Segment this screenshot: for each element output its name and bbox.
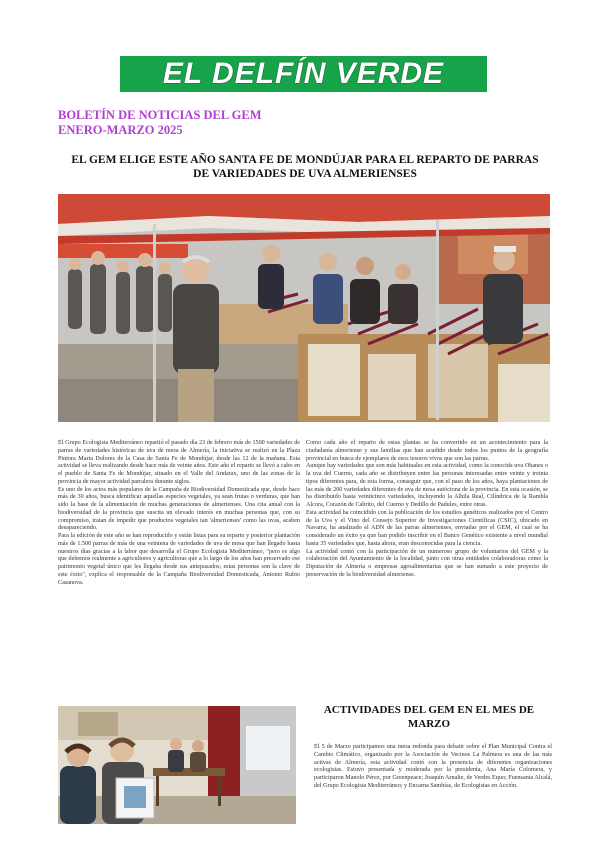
masthead-title: EL DELFÍN VERDE bbox=[162, 57, 445, 90]
march-activities-text: El 5 de Marzo participamos una mesa redonda para debatir sobre el Plan Municipal Contra el Cambio Climático, organizado por la Asociación de Vecinos La Palmera es una de las más activas de Almería, esta actividad contó con la presencia de diferentes organizaciones ecologistas. Estuvo presentada y moderada por la presidenta, Ana María Colomera, y participaron Manolo Pérez, por Greenpeace; Joaquín Arnalte, de Verdes Equo; Fuensanta Alcalá, del Grupo Ecologista Mediterráneo; y Encarna Sambías, de Ecologistas en Acción. bbox=[314, 744, 552, 789]
article-paragraph: Como cada año el reparto de estas plantas se ha convertido en un acontecimiento para la ciudadanía almeriense y sus familias que han acudido desde todos los puntos de la geografía provincial en busca de ejemplares de esos tesoros vivos que son las parras. bbox=[306, 440, 548, 462]
article-paragraph: La actividad contó con la participación de un numeroso grupo de voluntarios del GEM y la colaboración del Ayuntamiento de la localidad, junto con otras entidades colaboradoras como la Diputación de Almería o empresas agroalimentarias que se han sumado a este proyecto de preservación de la biodiversidad almeriense. bbox=[306, 548, 548, 578]
bulletin-period: ENERO-MARZO 2025 bbox=[58, 123, 183, 137]
article-left-column bbox=[58, 440, 300, 704]
grape-vine-distribution-photo bbox=[58, 194, 550, 422]
bulletin-header bbox=[58, 108, 262, 138]
bulletin-title: BOLETÍN DE NOTICIAS DEL GEM bbox=[58, 108, 262, 122]
round-table-photo bbox=[58, 706, 296, 824]
article-right-column bbox=[306, 440, 548, 702]
masthead bbox=[120, 56, 487, 92]
article-paragraph: Para la edición de este año se han reproducido y están listas para su reparto y posterior plantación más de 1.500 parras de más de una veintena de variedades de uva de mesa que han llegado hasta nuestros días gracias a la labor que desarrolla el Grupo Ecologista Mediterráneo, "pero es algo que debemos realmente a agricultores y agricultoras que a lo largo de los años han preservado ese patrimonio vegetal único que les llegaba desde sus antepasados; estas personas son la clave de este éxito", explica el responsable de la Campaña Biodiversidad Domesticada, Antonio Rubio Casanova. bbox=[58, 533, 300, 586]
article-paragraph: Esta actividad ha coincidido con la publicación de los estudios genéticos realizados por el Centro de la Uva y el Vino del Consejo Superior de Investigaciones Científicas (CSIC), ubicado en Navarra, ha analizado el ADN de las parras almerienses, enviadas por el GEM, el cual se ha considerado un éxito ya que han podido inscribir en el Banco Genético existente a nivel mundial hasta 35 variedades que, hasta ahora, eran desconocidas para la ciencia. bbox=[306, 509, 548, 547]
article-headline: EL GEM ELIGE ESTE AÑO SANTA FE DE MONDÚJAR PARA EL REPARTO DE PARRAS DE VARIEDADES DE UVA ALMERIENSES bbox=[71, 154, 539, 180]
article-paragraph: Es uno de los actos más populares de la Campaña de Biodiversidad Domesticada que, desde hace más de 30 años, busca identificar aquellas especies vegetales, ya sean frutas o verduras, que han sido la base de la alimentación de muchas generaciones de almerienses. Una cita anual con la biodiversidad de la provincia que suscita un elevado interés en muchas personas que, con su compromiso, tratan de impedir que productos vegetales tan 'almerienses' como las uvas, acaben desapareciendo. bbox=[58, 486, 300, 532]
section-heading: ACTIVIDADES DEL GEM EN EL MES DE MARZO bbox=[323, 704, 535, 730]
article-paragraph: El Grupo Ecologista Mediterráneo repartió el pasado día 23 de febrero más de 1500 variedades de parras de variedades históricas de uva de mesa de Almería, la iniciativa se realizó en la Plaza Pintora Marta Dolores de la Casa de Santa Fe de Mondújar, desde las 12 de la mañana. Esta actividad se lleva realizando desde hace más de veinte años. Este año el reparto se llevó a cabo en el pueblo de Santa Fe de Mondújar, situado en el Valle del Andarax, uno de las zonas de la provincia de mayor actividad parralera durante siglos. bbox=[58, 440, 300, 485]
article-paragraph: Aunque hay variedades que son más habituales en esta actividad, como la conocida uva Ohanes o la uva del Cuerno, cada año se distribuyen entre las personas interesadas entre veinte y treinta tipos diferentes para, de esta forma, conseguir que, con el paso de los años, haya plantaciones de las más de 200 variedades diferentes de uva de mesa autóctona de la provincia. En esta ocasión, se ha distribuido hasta veinticinco variedades, incluyendo la Alhila Real, Cilíndrica de la Rambla Alcora, Corazón de Cabrito, del Cuerno y Dedillo de Padules, entre otras. bbox=[306, 463, 548, 508]
